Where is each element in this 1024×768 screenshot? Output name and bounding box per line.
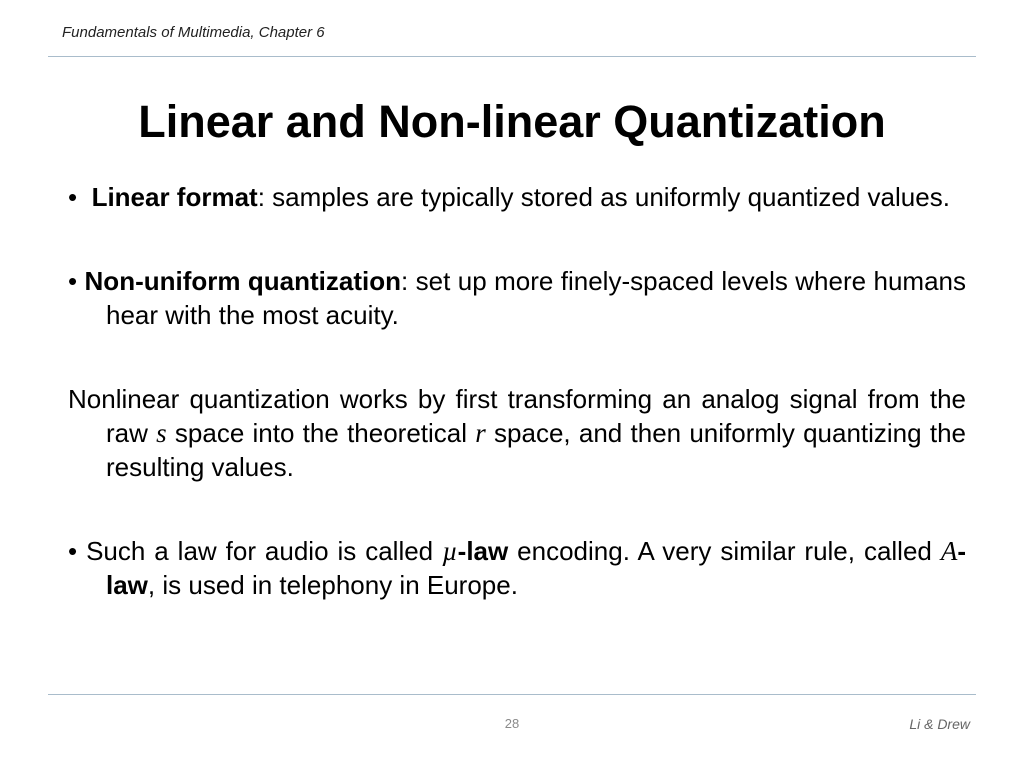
symbol-r: r: [475, 418, 486, 448]
footer-divider: [48, 694, 976, 695]
symbol-s: s: [156, 418, 167, 448]
bullet-linear-format: [68, 180, 966, 214]
symbol-a: A: [940, 536, 958, 566]
bullet-text: : set up more finely-spaced levels where humans hear with the most acuity.: [106, 266, 966, 330]
term-non-uniform-quantization: Non-uniform quantization: [84, 266, 402, 296]
term-a-law: -law: [106, 536, 966, 600]
slide-body: [68, 180, 966, 602]
bullet-marker: •: [68, 536, 78, 566]
bullet-marker: •: [68, 266, 78, 296]
bullet-text: , is used in telephony in Europe.: [147, 570, 518, 600]
term-mu-law: -law: [457, 536, 509, 566]
bullet-non-uniform-quantization: [68, 264, 966, 332]
bullet-marker: •: [68, 182, 78, 212]
slide-title: Linear and Non-linear Quantization: [138, 96, 886, 147]
bullet-text: Such a law for audio is called: [86, 536, 443, 566]
header-divider: [48, 56, 976, 57]
course-header: Fundamentals of Multimedia, Chapter 6: [62, 24, 325, 41]
paragraph-text: space, and then uniformly quantizing the resulting values.: [106, 418, 966, 482]
symbol-mu: µ: [442, 536, 458, 566]
bullet-text: encoding. A very similar rule, called: [508, 536, 941, 566]
bullet-text: : samples are typically stored as uniformly quantized values.: [257, 182, 950, 212]
paragraph-nonlinear-quantization: [68, 382, 966, 484]
page-number: 28: [504, 716, 520, 731]
bullet-mu-law: [68, 534, 966, 602]
paragraph-text: space into the theoretical: [166, 418, 476, 448]
paragraph-text: Nonlinear quantization works by first transforming an analog signal from the raw: [68, 384, 966, 448]
footer-authors: Li & Drew: [909, 716, 970, 732]
term-linear-format: Linear format: [91, 182, 258, 212]
